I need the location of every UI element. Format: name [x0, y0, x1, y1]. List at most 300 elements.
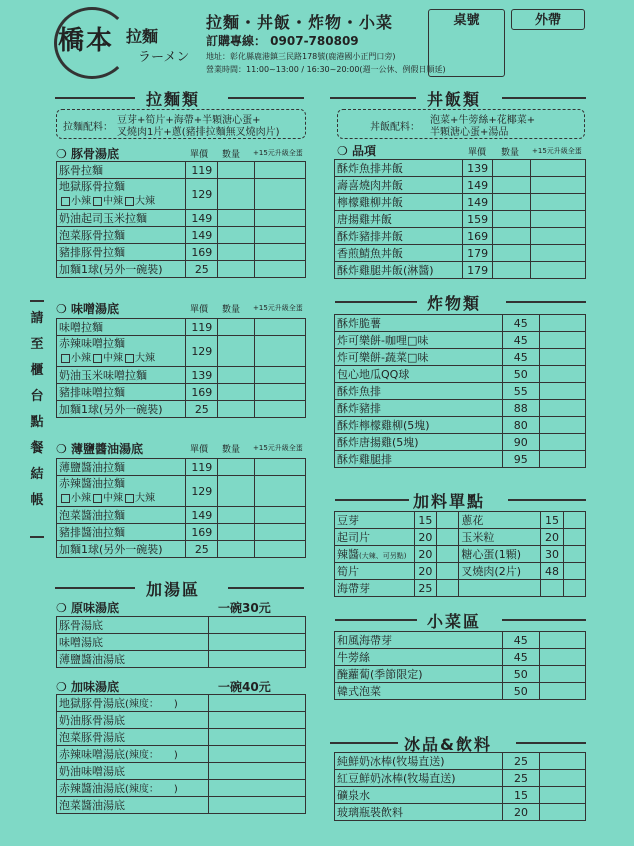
- table-row: [57, 780, 306, 797]
- rice-item-price: 179: [462, 245, 493, 262]
- rice-item-name: 酥炸豬排丼飯: [335, 228, 463, 245]
- rice-item-price: 159: [462, 211, 493, 228]
- table-row: [335, 683, 586, 700]
- table-row: [57, 179, 306, 210]
- shoyu-item-name: 薄鹽醬油拉麵: [57, 459, 186, 476]
- col-qty: 數量: [222, 445, 241, 455]
- table-row: [57, 459, 306, 476]
- drinks-qty-cell[interactable]: [539, 770, 585, 787]
- addon-name: 蔥花: [459, 512, 541, 529]
- tonkotsu-qty-cell[interactable]: [218, 227, 254, 244]
- fried-item-name: 酥炸脆薯: [335, 315, 503, 332]
- tonkotsu-item-price: 149: [186, 227, 218, 244]
- fried-item-price: 80: [502, 417, 539, 434]
- miso-qty-cell[interactable]: [218, 401, 254, 418]
- table-row: [335, 546, 586, 563]
- fried-section-title: 炸物類: [427, 294, 482, 313]
- col-upgrade: +15元升級全蛋: [253, 444, 303, 452]
- ramen-toppings-line1: 豆芽+筍片+海帶+半顆溏心蛋+: [117, 115, 261, 126]
- rice-item-price: 179: [462, 262, 493, 279]
- flavored-soup-name: 奶油味噌湯底: [57, 763, 209, 780]
- rice-qty-cell[interactable]: [493, 160, 531, 177]
- flavored-soup-name: 泡菜醬油湯底: [57, 797, 209, 814]
- shoyu-table: [56, 458, 306, 558]
- table-row: [57, 634, 306, 651]
- rice-item-name: 檸檬雞柳丼飯: [335, 194, 463, 211]
- fried-table: [334, 314, 586, 468]
- rice-upgrade-cell[interactable]: [531, 262, 586, 279]
- addon-name: 豆芽: [335, 512, 415, 529]
- table-row: [57, 336, 306, 367]
- rice-item-name: 酥炸魚排丼飯: [335, 160, 463, 177]
- sides-qty-cell[interactable]: [539, 666, 585, 683]
- shoyu-qty-cell[interactable]: [218, 524, 254, 541]
- col-price: 單價: [190, 150, 209, 160]
- rice-qty-cell[interactable]: [493, 228, 531, 245]
- tonkotsu-upgrade-cell[interactable]: [254, 162, 305, 179]
- tonkotsu-item-price: 129: [186, 179, 218, 210]
- table-row: [335, 245, 586, 262]
- tonkotsu-qty-cell[interactable]: [218, 162, 254, 179]
- miso-qty-cell[interactable]: [218, 384, 254, 401]
- fried-item-price: 55: [502, 383, 539, 400]
- table-row: [335, 332, 586, 349]
- shoyu-qty-cell[interactable]: [218, 541, 254, 558]
- shoyu-item-name: 加麵1球(另外一碗裝): [57, 541, 186, 558]
- tonkotsu-item-name: 豚骨拉麵: [57, 162, 186, 179]
- table-row: [57, 695, 306, 712]
- tonkotsu-upgrade-cell[interactable]: [254, 227, 305, 244]
- addon-name: [459, 580, 541, 597]
- table-row: [57, 763, 306, 780]
- rice-table: [334, 159, 586, 279]
- fried-qty-cell[interactable]: [539, 451, 585, 468]
- fried-item-price: 50: [502, 366, 539, 383]
- ramen-toppings-label: 拉麵配料：: [63, 122, 113, 133]
- drinks-item-price: 20: [503, 804, 540, 821]
- rice-upgrade-cell[interactable]: [531, 228, 586, 245]
- rice-qty-cell[interactable]: [493, 177, 531, 194]
- sides-qty-cell[interactable]: [539, 649, 585, 666]
- tonkotsu-title: ❍ 豚骨湯底: [56, 147, 119, 161]
- rice-item-name: 香煎鯖魚丼飯: [335, 245, 463, 262]
- table-row: [335, 649, 586, 666]
- table-row: [57, 367, 306, 384]
- table-row: [57, 524, 306, 541]
- addon-qty-cell[interactable]: [563, 563, 585, 580]
- tonkotsu-qty-cell[interactable]: [218, 179, 254, 210]
- addons-table: [334, 511, 586, 597]
- table-row: [335, 804, 586, 821]
- tonkotsu-qty-cell[interactable]: [218, 244, 254, 261]
- flavored-soup-name: 泡菜豚骨湯底: [57, 729, 209, 746]
- col-price: 單價: [468, 148, 487, 158]
- col-upgrade: +15元升級全蛋: [253, 149, 303, 157]
- miso-item-name: 奶油玉米味噌拉麵: [57, 367, 186, 384]
- flavored-soup-qty[interactable]: [209, 797, 306, 814]
- tonkotsu-item-price: 169: [186, 244, 218, 261]
- rice-qty-cell[interactable]: [493, 194, 531, 211]
- table-row: [335, 434, 586, 451]
- shoyu-qty-cell[interactable]: [218, 476, 254, 507]
- addon-qty-cell[interactable]: [437, 580, 459, 597]
- shoyu-item-price: 129: [186, 476, 218, 507]
- shoyu-item-name: 豬排醬油拉麵: [57, 524, 186, 541]
- shoyu-item-name: 赤辣醬油拉麵 小辣 中辣 大辣: [57, 476, 186, 507]
- table-row: [335, 383, 586, 400]
- flavored-soup-qty[interactable]: [209, 712, 306, 729]
- miso-upgrade-cell[interactable]: [254, 367, 305, 384]
- addon-price: 25: [414, 580, 436, 597]
- addon-qty-cell[interactable]: [563, 546, 585, 563]
- fried-item-price: 88: [502, 400, 539, 417]
- rice-item-name: 酥炸雞腿丼飯(淋醬): [335, 262, 463, 279]
- table-row: [335, 315, 586, 332]
- tonkotsu-upgrade-cell[interactable]: [254, 261, 305, 278]
- addon-price: 20: [414, 529, 436, 546]
- sides-qty-cell[interactable]: [539, 683, 585, 700]
- drinks-item-price: 15: [503, 787, 540, 804]
- table-row: [57, 244, 306, 261]
- drinks-item-name: 礦泉水: [335, 787, 503, 804]
- sides-section-title: 小菜區: [427, 612, 482, 631]
- table-number-label: 桌號: [453, 13, 480, 28]
- original-soup-price: 一碗30元: [218, 601, 271, 615]
- fried-item-name: 炸可樂餅-蔬菜□味: [335, 349, 503, 366]
- miso-qty-cell[interactable]: [218, 319, 254, 336]
- tonkotsu-upgrade-cell[interactable]: [254, 179, 305, 210]
- tonkotsu-qty-cell[interactable]: [218, 261, 254, 278]
- original-soup-table: [56, 616, 306, 668]
- fried-item-name: 包心地瓜QQ球: [335, 366, 503, 383]
- counter-payment-text: 請 至 櫃 台 點 餐 結 帳: [30, 311, 44, 508]
- flavored-soup-qty[interactable]: [209, 729, 306, 746]
- col-qty: 數量: [501, 148, 520, 158]
- shoyu-upgrade-cell[interactable]: [254, 507, 305, 524]
- fried-item-name: 酥炸雞腿排: [335, 451, 503, 468]
- shoyu-item-price: 169: [186, 524, 218, 541]
- table-row: [335, 262, 586, 279]
- rice-item-price: 149: [462, 194, 493, 211]
- addon-name: 糖心蛋(1顆): [459, 546, 541, 563]
- table-row: [57, 651, 306, 668]
- miso-item-name: 豬排味噌拉麵: [57, 384, 186, 401]
- flavored-soup-qty[interactable]: [209, 780, 306, 797]
- addons-section-title: 加料單點: [413, 492, 486, 511]
- soup-section-title: 加湯區: [146, 580, 201, 599]
- addon-price: 20: [541, 529, 563, 546]
- fried-qty-cell[interactable]: [539, 349, 585, 366]
- table-row: [57, 746, 306, 763]
- rice-toppings-label: 丼飯配料：: [370, 122, 420, 133]
- rice-upgrade-cell[interactable]: [531, 194, 586, 211]
- rice-qty-cell[interactable]: [493, 262, 531, 279]
- address: 地址：彰化縣鹿港鎮三民路178號(鹿港國小正門口旁): [206, 52, 396, 61]
- table-row: [57, 797, 306, 814]
- sides-item-name: 韓式泡菜: [335, 683, 503, 700]
- rice-upgrade-cell[interactable]: [531, 211, 586, 228]
- ramen-section-title: 拉麵類: [146, 90, 201, 109]
- flavored-soup-table: [56, 694, 306, 814]
- fried-item-name: 酥炸魚排: [335, 383, 503, 400]
- addon-price: 48: [541, 563, 563, 580]
- table-row: [57, 712, 306, 729]
- miso-item-price: 169: [186, 384, 218, 401]
- original-soup-name: 薄鹽醬油湯底: [57, 651, 209, 668]
- miso-upgrade-cell[interactable]: [254, 336, 305, 367]
- flavored-soup-title: ❍ 加味湯底: [56, 680, 119, 694]
- table-row: [335, 228, 586, 245]
- table-row: [335, 177, 586, 194]
- original-soup-qty[interactable]: [208, 651, 305, 668]
- tonkotsu-item-name: 地獄豚骨拉麵 小辣 中辣 大辣: [57, 179, 186, 210]
- flavored-soup-name: 赤辣醬油湯底(辣度： ): [57, 780, 209, 797]
- addon-qty-cell[interactable]: [563, 580, 585, 597]
- miso-item-price: 139: [186, 367, 218, 384]
- table-row: [57, 507, 306, 524]
- shoyu-upgrade-cell[interactable]: [254, 459, 305, 476]
- rice-qty-cell[interactable]: [493, 245, 531, 262]
- table-row: [335, 753, 586, 770]
- sides-qty-cell[interactable]: [539, 632, 585, 649]
- tonkotsu-item-price: 25: [186, 261, 218, 278]
- addon-qty-cell[interactable]: [437, 512, 459, 529]
- miso-item-name: 赤辣味噌拉麵 小辣 中辣 大辣: [57, 336, 186, 367]
- logo-sub-text: 拉麵: [126, 27, 159, 46]
- table-row: [335, 770, 586, 787]
- fried-item-name: 炸可樂餅-咖哩□味: [335, 332, 503, 349]
- table-row: [335, 400, 586, 417]
- fried-item-price: 90: [502, 434, 539, 451]
- addon-price: 30: [541, 546, 563, 563]
- original-soup-name: 豚骨湯底: [57, 617, 209, 634]
- tonkotsu-item-name: 奶油起司玉米拉麵: [57, 210, 186, 227]
- addon-qty-cell[interactable]: [437, 529, 459, 546]
- sides-item-price: 45: [502, 632, 539, 649]
- rice-item-name: 唐揚雞丼飯: [335, 211, 463, 228]
- takeout-box[interactable]: [511, 9, 585, 30]
- table-row: [57, 210, 306, 227]
- rice-toppings-box: [337, 109, 585, 139]
- counter-payment-note: [30, 296, 44, 546]
- shoyu-title: ❍ 薄鹽醬油湯底: [56, 442, 143, 456]
- shoyu-item-price: 149: [186, 507, 218, 524]
- col-qty: 數量: [222, 305, 241, 315]
- addon-qty-cell[interactable]: [563, 529, 585, 546]
- fried-item-price: 45: [502, 349, 539, 366]
- rice-upgrade-cell[interactable]: [531, 160, 586, 177]
- fried-qty-cell[interactable]: [539, 332, 585, 349]
- table-row: [57, 319, 306, 336]
- fried-qty-cell[interactable]: [539, 383, 585, 400]
- table-row: [335, 211, 586, 228]
- miso-item-name: 味噌拉麵: [57, 319, 186, 336]
- shoyu-upgrade-cell[interactable]: [254, 524, 305, 541]
- shoyu-upgrade-cell[interactable]: [254, 476, 305, 507]
- flavored-soup-qty[interactable]: [209, 746, 306, 763]
- addon-name: 玉米粒: [459, 529, 541, 546]
- addon-price: 15: [541, 512, 563, 529]
- shoyu-item-price: 25: [186, 541, 218, 558]
- miso-upgrade-cell[interactable]: [254, 401, 305, 418]
- addon-name: 叉燒肉(2片): [459, 563, 541, 580]
- flavored-soup-name: 地獄豚骨湯底(辣度： ): [57, 695, 209, 712]
- rice-col-item: ❍ 品項: [337, 144, 376, 158]
- rice-item-price: 149: [462, 177, 493, 194]
- table-row: [57, 227, 306, 244]
- table-row: [57, 541, 306, 558]
- addon-price: 20: [414, 563, 436, 580]
- fried-item-price: 45: [502, 315, 539, 332]
- miso-upgrade-cell[interactable]: [254, 384, 305, 401]
- table-row: [335, 563, 586, 580]
- table-row: [335, 512, 586, 529]
- rice-qty-cell[interactable]: [493, 211, 531, 228]
- rice-upgrade-cell[interactable]: [531, 245, 586, 262]
- col-qty: 數量: [222, 150, 241, 160]
- sides-table: [334, 631, 586, 700]
- tonkotsu-qty-cell[interactable]: [218, 210, 254, 227]
- miso-qty-cell[interactable]: [218, 367, 254, 384]
- shoyu-item-price: 119: [186, 459, 218, 476]
- addon-qty-cell[interactable]: [437, 563, 459, 580]
- miso-item-price: 119: [186, 319, 218, 336]
- flavored-soup-name: 奶油豚骨湯底: [57, 712, 209, 729]
- table-row: [335, 160, 586, 177]
- flavored-soup-qty[interactable]: [209, 695, 306, 712]
- tonkotsu-item-name: 豬排豚骨拉麵: [57, 244, 186, 261]
- addon-qty-cell[interactable]: [437, 546, 459, 563]
- addon-name: 筍片: [335, 563, 415, 580]
- rice-item-price: 139: [462, 160, 493, 177]
- original-soup-qty[interactable]: [208, 617, 305, 634]
- rice-item-name: 壽喜燒肉丼飯: [335, 177, 463, 194]
- table-row: [335, 580, 586, 597]
- tonkotsu-upgrade-cell[interactable]: [254, 210, 305, 227]
- tonkotsu-item-name: 加麵1球(另外一碗裝): [57, 261, 186, 278]
- drinks-qty-cell[interactable]: [539, 787, 585, 804]
- addon-qty-cell[interactable]: [563, 512, 585, 529]
- table-row: [335, 349, 586, 366]
- business-hours: 營業時間：11:00~13:00 / 16:30~20:00(週一公休、例假日順延): [206, 65, 446, 74]
- addon-price: 15: [414, 512, 436, 529]
- sides-item-price: 50: [502, 683, 539, 700]
- shoyu-qty-cell[interactable]: [218, 459, 254, 476]
- original-soup-qty[interactable]: [208, 634, 305, 651]
- miso-item-name: 加麵1球(另外一碗裝): [57, 401, 186, 418]
- drinks-item-name: 玻璃瓶裝飲料: [335, 804, 503, 821]
- table-row: [57, 162, 306, 179]
- table-row: [335, 787, 586, 804]
- table-row: [335, 451, 586, 468]
- fried-qty-cell[interactable]: [539, 366, 585, 383]
- col-upgrade: +15元升級全蛋: [253, 304, 303, 312]
- table-number-box[interactable]: [428, 9, 505, 77]
- fried-item-price: 45: [502, 332, 539, 349]
- rice-section-title: 丼飯類: [427, 90, 482, 109]
- table-row: [57, 384, 306, 401]
- drinks-qty-cell[interactable]: [539, 804, 585, 821]
- sides-item-name: 和風海帶芽: [335, 632, 503, 649]
- menu-categories: 拉麵・丼飯・炸物・小菜: [206, 13, 394, 32]
- drinks-item-name: 純鮮奶冰棒(牧場直送): [335, 753, 503, 770]
- original-soup-title: ❍ 原味湯底: [56, 601, 119, 615]
- takeout-label: 外帶: [534, 13, 561, 28]
- logo-sub-text-kana: ラーメン: [138, 50, 190, 65]
- fried-item-name: 酥炸檸檬雞柳(5塊): [335, 417, 503, 434]
- table-row: [57, 476, 306, 507]
- drinks-qty-cell[interactable]: [539, 753, 585, 770]
- addon-name: 海帶芽: [335, 580, 415, 597]
- table-row: [335, 529, 586, 546]
- tonkotsu-upgrade-cell[interactable]: [254, 244, 305, 261]
- table-row: [57, 729, 306, 746]
- miso-title: ❍ 味噌湯底: [56, 302, 119, 316]
- miso-table: [56, 318, 306, 418]
- flavored-soup-price: 一碗40元: [218, 680, 271, 694]
- tonkotsu-item-price: 149: [186, 210, 218, 227]
- addon-name: 辣醬(大辣、可另點): [335, 546, 415, 563]
- fried-qty-cell[interactable]: [539, 315, 585, 332]
- miso-item-price: 129: [186, 336, 218, 367]
- shoyu-upgrade-cell[interactable]: [254, 541, 305, 558]
- table-row: [57, 401, 306, 418]
- rice-toppings-line2: 半顆溏心蛋+湯品: [430, 127, 509, 138]
- miso-upgrade-cell[interactable]: [254, 319, 305, 336]
- miso-item-price: 25: [186, 401, 218, 418]
- shoyu-item-name: 泡菜醬油拉麵: [57, 507, 186, 524]
- col-price: 單價: [190, 305, 209, 315]
- table-row: [335, 417, 586, 434]
- fried-item-price: 95: [502, 451, 539, 468]
- shoyu-qty-cell[interactable]: [218, 507, 254, 524]
- fried-item-name: 酥炸豬排: [335, 400, 503, 417]
- col-price: 單價: [190, 445, 209, 455]
- sides-item-price: 50: [502, 666, 539, 683]
- drinks-item-name: 紅豆鮮奶冰棒(牧場直送): [335, 770, 503, 787]
- flavored-soup-qty[interactable]: [209, 763, 306, 780]
- drinks-table: [334, 752, 586, 821]
- addon-price: [541, 580, 563, 597]
- table-row: [57, 617, 306, 634]
- addon-name: 起司片: [335, 529, 415, 546]
- drinks-item-price: 25: [503, 753, 540, 770]
- rice-toppings-line1: 泡菜+牛蒡絲+花椰菜+: [430, 115, 536, 126]
- tonkotsu-item-price: 119: [186, 162, 218, 179]
- table-row: [57, 261, 306, 278]
- miso-qty-cell[interactable]: [218, 336, 254, 367]
- col-upgrade: +15元升級全蛋: [532, 147, 582, 155]
- fried-qty-cell[interactable]: [539, 434, 585, 451]
- table-row: [335, 666, 586, 683]
- fried-item-name: 酥炸唐揚雞(5塊): [335, 434, 503, 451]
- sides-item-name: 醃蘿蔔(季節限定): [335, 666, 503, 683]
- fried-qty-cell[interactable]: [539, 417, 585, 434]
- table-row: [335, 632, 586, 649]
- sides-item-price: 45: [502, 649, 539, 666]
- rice-item-price: 169: [462, 228, 493, 245]
- fried-qty-cell[interactable]: [539, 400, 585, 417]
- drinks-section-title: 冰品&飲料: [404, 735, 492, 754]
- original-soup-name: 味噌湯底: [57, 634, 209, 651]
- drinks-item-price: 25: [503, 770, 540, 787]
- flavored-soup-name: 赤辣味噌湯底(辣度： ): [57, 746, 209, 763]
- order-phone: 訂購專線： 0907-780809: [206, 34, 359, 48]
- tonkotsu-item-name: 泡菜豚骨拉麵: [57, 227, 186, 244]
- rice-upgrade-cell[interactable]: [531, 177, 586, 194]
- tonkotsu-table: [56, 161, 306, 278]
- sides-item-name: 牛蒡絲: [335, 649, 503, 666]
